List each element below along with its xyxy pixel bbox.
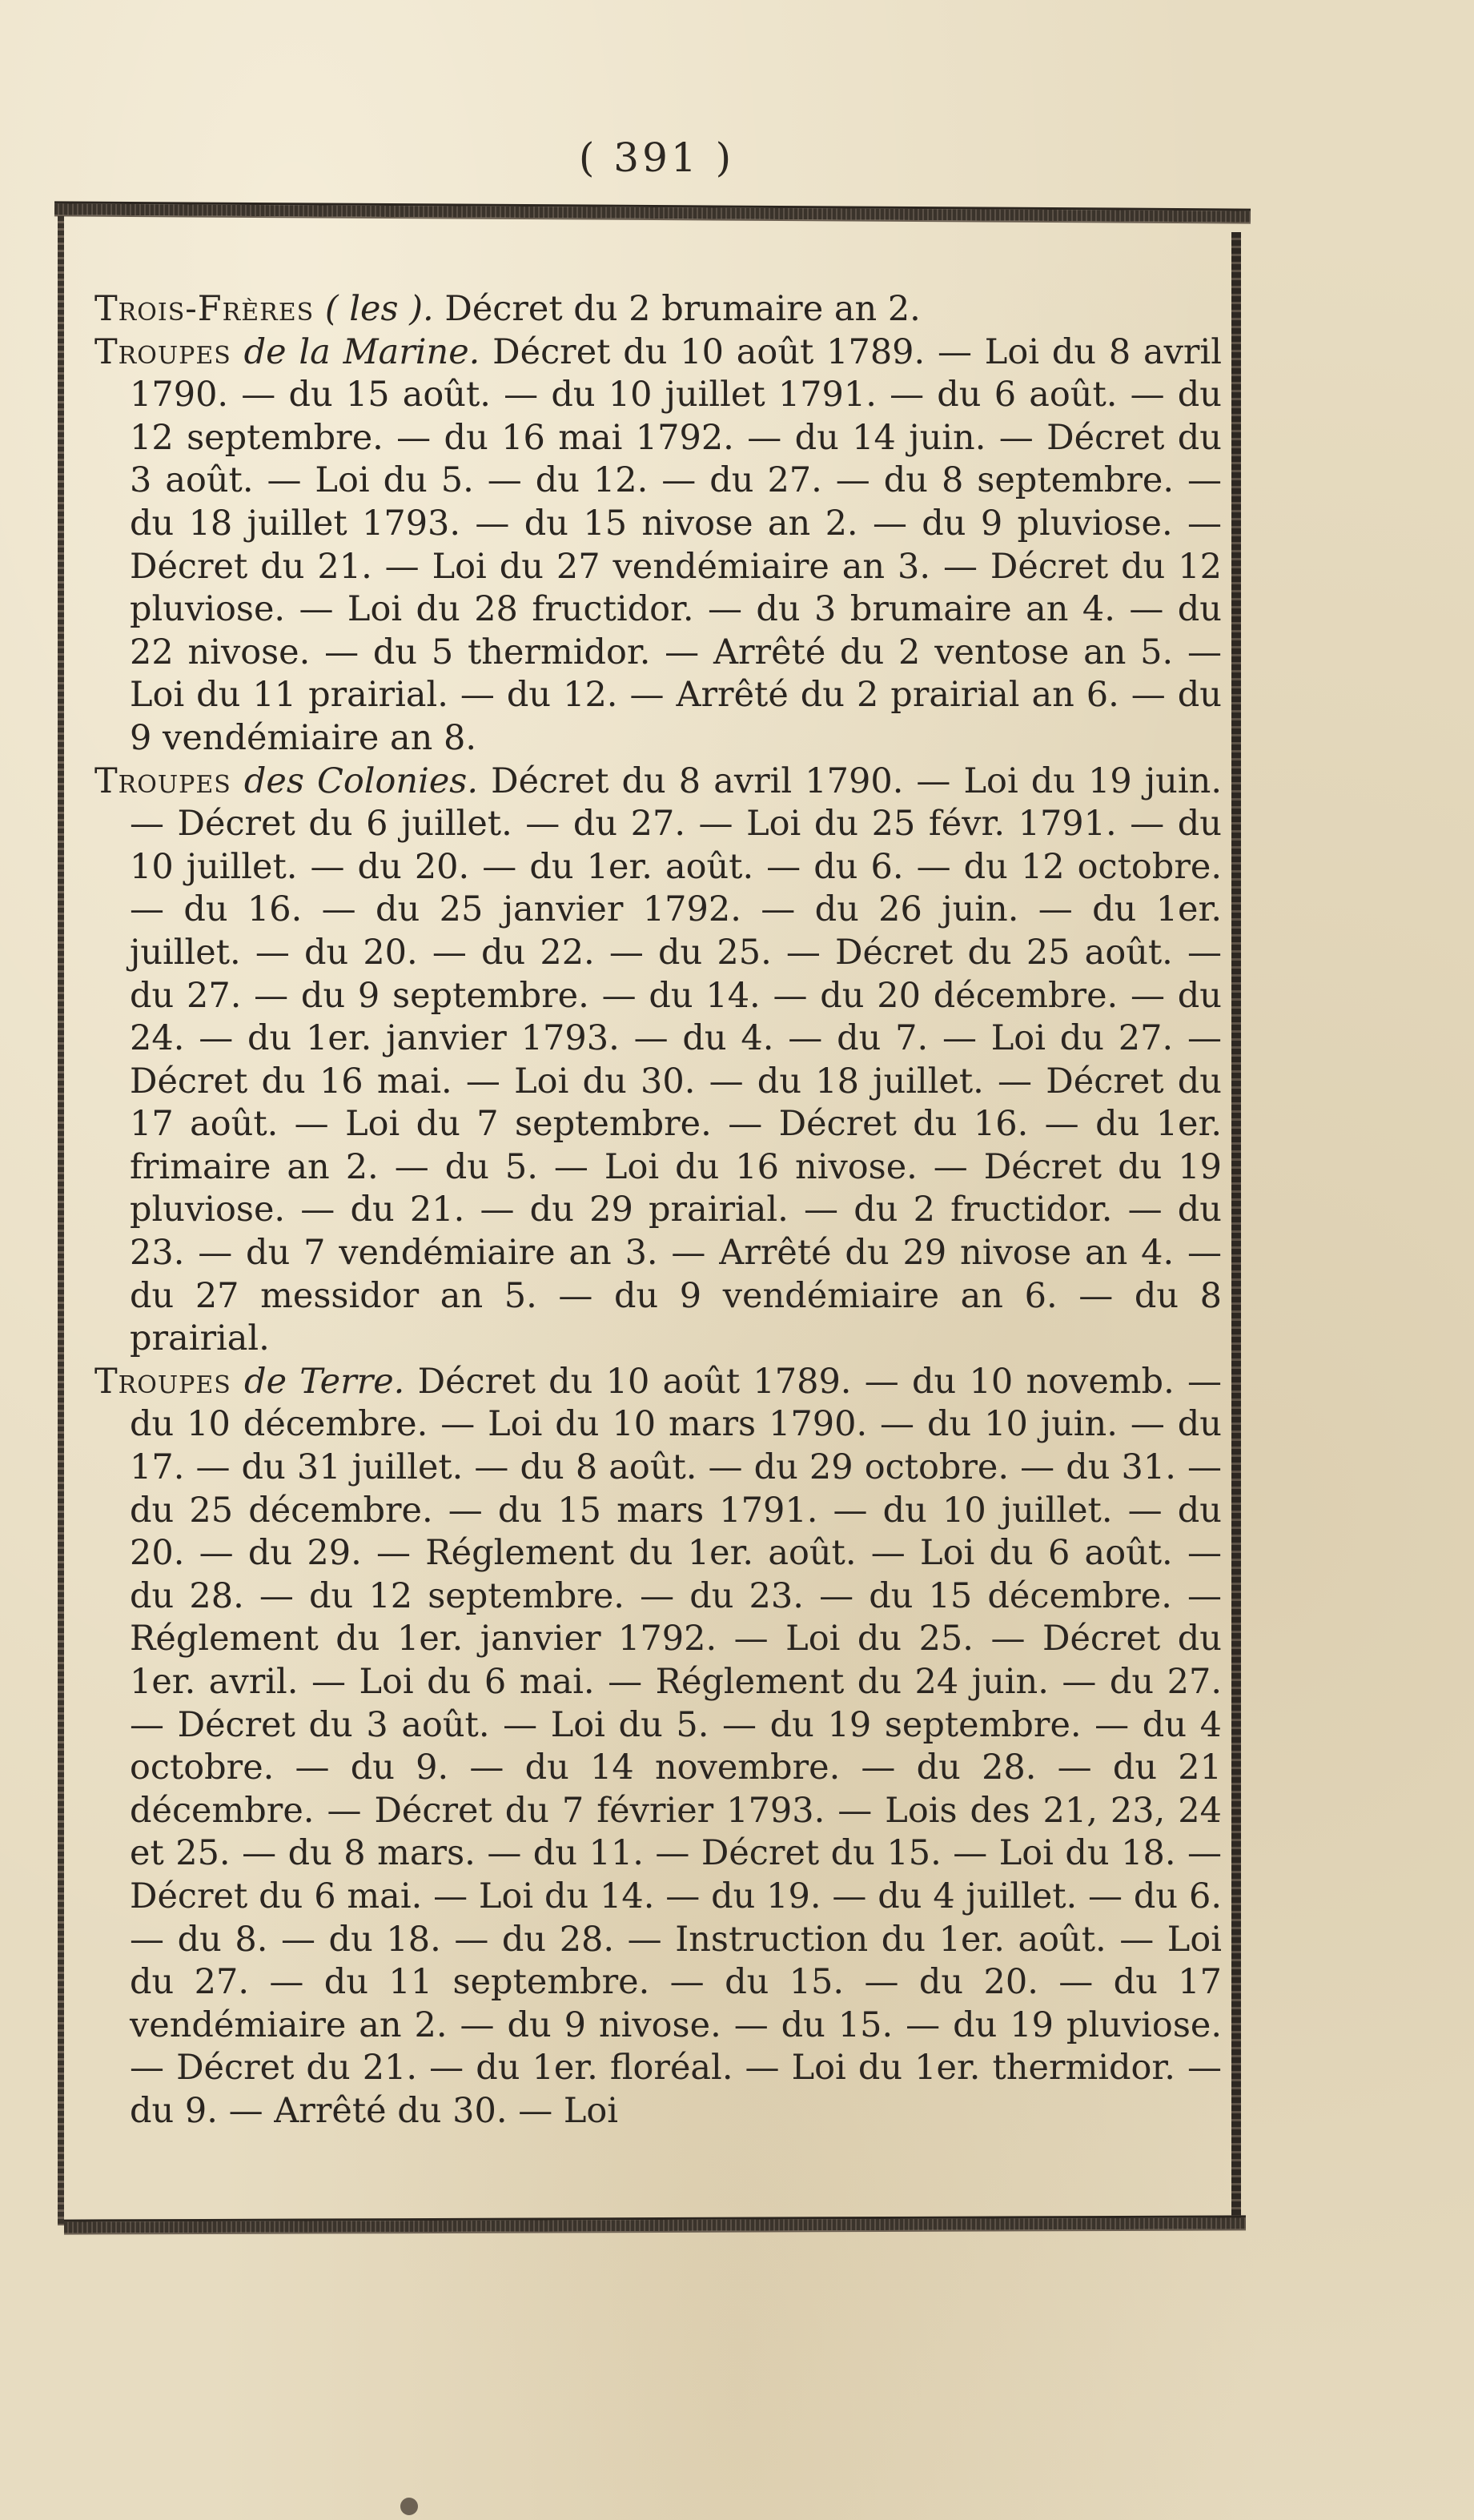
index-content	[94, 288, 1222, 2133]
ink-spot	[400, 2498, 418, 2515]
page-number: ( 391 )	[578, 134, 735, 181]
frame-left-border	[58, 216, 64, 2225]
entry-subheading: de Terre.	[231, 1361, 405, 1402]
entry-text: Décret du 8 avril 1790. — Loi du 19 juin. — Décret du 6 juillet. — du 27. — Loi du 25 févr. 1791. — du 10 juillet. — du 20. — du 1er. août. — du 6. — du 12 octobre. — du 16. — du 25 janvier 1792. — du 26 juin. — du 1er. juillet. — du 20. — du 22. — du 25. — Décret du 25 août. — du 27. — du 9 septembre. — du 14. — du 20 décembre. — du 24. — du 1er. janvier 1793. — du 4. — du 7. — Loi du 27. — Décret du 16 mai. — Loi du 30. — du 18 juillet. — Décret du 17 août. — Loi du 7 septembre. — Décret du 16. — du 1er. frimaire an 2. — du 5. — Loi du 16 nivose. — Décret du 19 pluviose. — du 21. — du 29 prairial. — du 2 fructidor. — du 23. — du 7 vendémiaire an 3. — Arrêté du 29 nivose an 4. — du 27 messidor an 5. — du 9 vendémiaire an 6. — du 8 prairial.	[130, 760, 1222, 1359]
entry-text: Décret du 10 août 1789. — Loi du 8 avril 1790. — du 15 août. — du 10 juillet 1791. — du 6 août. — du 12 septembre. — du 16 mai 1792. — du 14 juin. — Décret du 3 août. — Loi du 5. — du 12. — du 27. — du 8 septembre. — du 18 juillet 1793. — du 15 nivose an 2. — du 9 pluviose. — Décret du 21. — Loi du 27 vendémiaire an 3. — Décret du 12 pluviose. — Loi du 28 fructidor. — du 3 brumaire an 4. — du 22 nivose. — du 5 thermidor. — Arrêté du 2 ventose an 5. — Loi du 11 prairial. — du 12. — Arrêté du 2 prairial an 6. — du 9 vendémiaire an 8.	[130, 331, 1222, 758]
entry-heading: Troupes	[94, 331, 231, 372]
entry-text: Décret du 2 brumaire an 2.	[433, 289, 921, 329]
frame-right-border	[1231, 232, 1241, 2225]
entry-heading: Trois-Frères	[94, 289, 315, 329]
entry-subheading: ( les ).	[314, 289, 434, 329]
index-entry-troupes-terre	[94, 1361, 1222, 2133]
index-entry-troupes-colonies	[94, 760, 1222, 1361]
entry-subheading: de la Marine.	[231, 331, 480, 372]
index-entry-trois-freres	[94, 288, 1222, 331]
entry-heading: Troupes	[94, 1361, 231, 1402]
entry-subheading: des Colonies.	[231, 760, 479, 801]
frame-top-border	[54, 201, 1251, 223]
index-entry-troupes-marine	[94, 331, 1222, 760]
entry-heading: Troupes	[94, 760, 231, 801]
entry-text: Décret du 10 août 1789. — du 10 novemb. — du 10 décembre. — Loi du 10 mars 1790. — du 10 juin. — du 17. — du 31 juillet. — du 8 août. — du 29 octobre. — du 31. — du 25 décembre. — du 15 mars 1791. — du 10 juillet. — du 20. — du 29. — Réglement du 1er. août. — Loi du 6 août. — du 28. — du 12 septembre. — du 23. — du 15 décembre. — Réglement du 1er. janvier 1792. — Loi du 25. — Décret du 1er. avril. — Loi du 6 mai. — Réglement du 24 juin. — du 27. — Décret du 3 août. — Loi du 5. — du 19 septembre. — du 4 octobre. — du 9. — du 14 novembre. — du 28. — du 21 décembre. — Décret du 7 février 1793. — Lois des 21, 23, 24 et 25. — du 8 mars. — du 11. — Décret du 15. — Loi du 18. — Décret du 6 mai. — Loi du 14. — du 19. — du 4 juillet. — du 6. — du 8. — du 18. — du 28. — Instruction du 1er. août. — Loi du 27. — du 11 septembre. — du 15. — du 20. — du 17 vendémiaire an 2. — du 9 nivose. — du 15. — du 19 pluviose. — Décret du 21. — du 1er. floréal. — Loi du 1er. thermidor. — du 9. — Arrêté du 30. — Loi	[130, 1361, 1223, 2131]
frame-bottom-border	[64, 2215, 1246, 2234]
